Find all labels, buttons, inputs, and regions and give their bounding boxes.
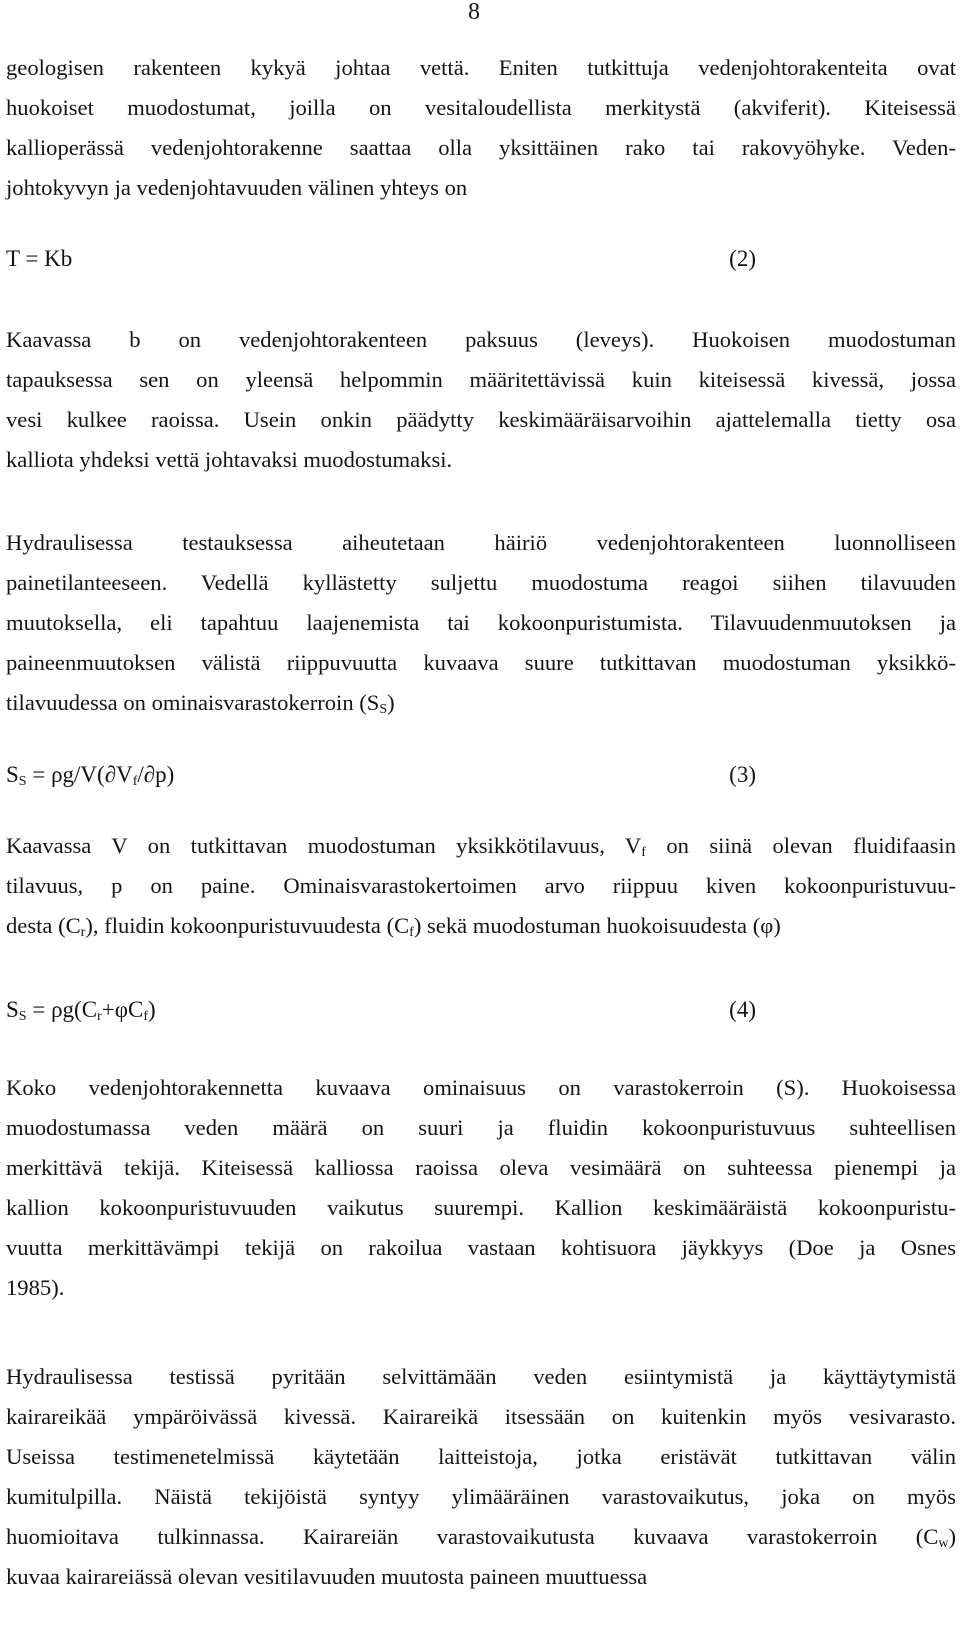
text-line: tilavuudessa on ominaisvarastokerroin $(S_S)$ <box>6 690 395 717</box>
equation-4 <box>6 995 756 1025</box>
text-line: muodostumassa veden määrä on suuri ja fluidin kokoonpuristuvuus suhteellisen <box>6 1115 956 1140</box>
text-line: geologisen rakenteen kykyä johtaa vettä. Eniten tutkittuja vedenjohtorakenteita ovat <box>6 55 956 80</box>
text-line: Kaavassa b on vedenjohtorakenteen paksuus (leveys). Huokoisen muodostuman <box>6 327 956 352</box>
equation-2 <box>6 244 756 274</box>
text-line: huokoiset muodostumat, joilla on vesitaloudellista merkitystä (akviferit). Kiteisessä <box>6 95 956 120</box>
equation-3 <box>6 760 756 790</box>
paragraph-volume-definitions <box>6 826 956 946</box>
text-line: kairareikää ympäröivässä kivessä. Kairareikä itsessään on kuitenkin myös vesivarasto. <box>6 1404 956 1429</box>
text-line: desta $(C_r)$, fluidin kokoonpuristuvuudesta $(C_f)$ sekä muodostuman huokoisuudesta (φ) <box>6 913 781 940</box>
text-line: Useissa testimenetelmissä käytetään laitteistoja, jotka eristävät tutkittavan välin <box>6 1444 956 1469</box>
text-line: Hydraulisessa testauksessa aiheutetaan häiriö vedenjohtorakenteen luonnolliseen <box>6 530 956 555</box>
equation-formula: T = Kb <box>6 246 73 271</box>
text-line: johtokyvyn ja vedenjohtavuuden välinen yhteys on <box>6 175 468 200</box>
equation-number: (3) <box>729 762 756 787</box>
page-number: 8 <box>468 0 480 25</box>
paragraph-thickness <box>6 320 956 480</box>
text-line: paineenmuutoksen välistä riippuvuutta kuvaava suure tutkittavan muodostuman yksikkö- <box>6 650 956 675</box>
text-line: tapauksessa sen on yleensä helpommin määritettävissä kuin kiteisessä kivessä, jossa <box>6 367 956 392</box>
text-line: vesi kulkee raoissa. Usein onkin päädytty keskimääräisarvoihin ajattelemalla tietty osa <box>6 407 956 432</box>
text-line: kallion kokoonpuristuvuuden vaikutus suurempi. Kallion keskimääräistä kokoonpuristu- <box>6 1195 956 1220</box>
paragraph-storativity <box>6 1068 956 1308</box>
text-line: kalliota yhdeksi vettä johtavaksi muodostumaksi. <box>6 447 453 472</box>
paragraph-hydraulic-testing <box>6 523 956 723</box>
text-line: kumitulpilla. Näistä tekijöistä syntyy ylimääräinen varastovaikutus, joka on myös <box>6 1484 956 1509</box>
equation-formula: $S_S = \rho g/V(\partial V_f/\partial p)$ <box>6 762 175 789</box>
text-line: 1985). <box>6 1275 65 1300</box>
text-line: painetilanteeseen. Vedellä kyllästetty suljettu muodostuma reagoi siihen tilavuuden <box>6 570 956 595</box>
equation-number: (2) <box>729 246 756 271</box>
text-line: vuutta merkittävämpi tekijä on rakoilua vastaan kohtisuora jäykkyys (Doe ja Osnes <box>6 1235 956 1260</box>
text-line: huomioitava tulkinnassa. Kairareiän varastovaikutusta kuvaava varastokerroin $(C_w)$ <box>6 1524 956 1551</box>
paragraph-borehole-storage <box>6 1357 956 1597</box>
text-line: tilavuus, p on paine. Ominaisvarastokertoimen arvo riippuu kiven kokoonpuristuvuu- <box>6 873 956 898</box>
text-line: Kaavassa V on tutkittavan muodostuman yksikkötilavuus, $V_f$ on siinä olevan fluidifaasin <box>6 833 956 860</box>
paragraph-intro <box>6 48 956 208</box>
equation-formula: $S_S = \rho g(C_r+\varphi C_f)$ <box>6 997 156 1024</box>
text-line: merkittävä tekijä. Kiteisessä kalliossa raoissa oleva vesimäärä on suhteessa pienempi ja <box>6 1155 956 1180</box>
text-line: kuvaa kairareiässä olevan vesitilavuuden muutosta paineen muuttuessa <box>6 1564 648 1589</box>
text-line: Koko vedenjohtorakennetta kuvaava ominaisuus on varastokerroin (S). Huokoisessa <box>6 1075 956 1100</box>
equation-number: (4) <box>729 997 756 1022</box>
text-line: kallioperässä vedenjohtorakenne saattaa olla yksittäinen rako tai rakovyöhyke. Veden- <box>6 135 956 160</box>
text-line: Hydraulisessa testissä pyritään selvittämään veden esiintymistä ja käyttäytymistä <box>6 1364 956 1389</box>
text-line: muutoksella, eli tapahtuu laajenemista tai kokoonpuristumista. Tilavuudenmuutoksen ja <box>6 610 956 635</box>
